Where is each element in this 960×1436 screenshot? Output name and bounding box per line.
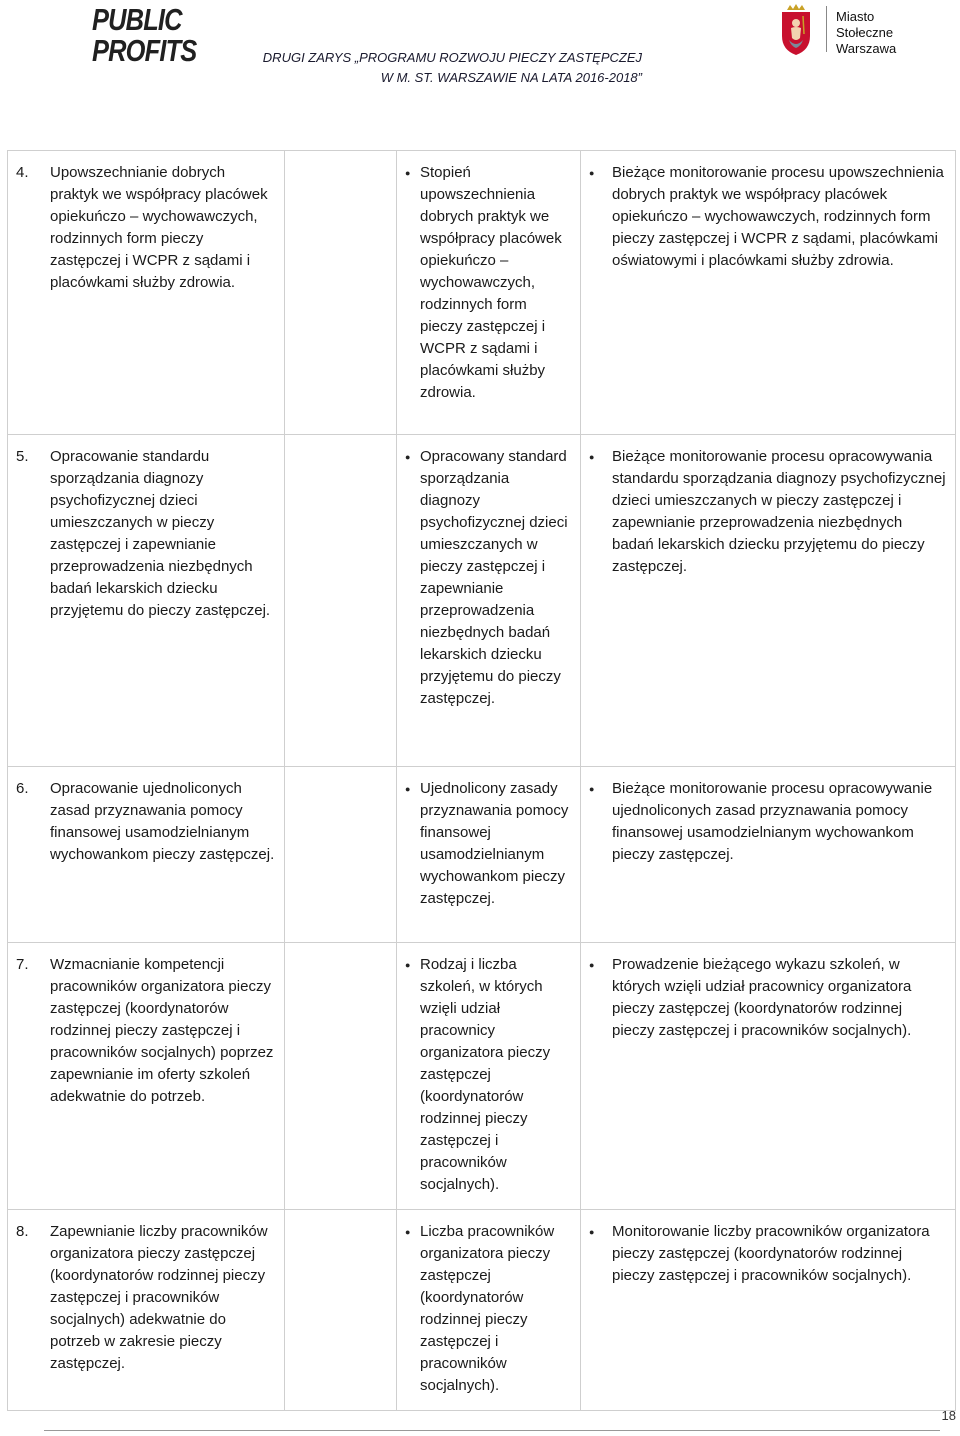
document-title-line-1: DRUGI ZARYS „PROGRAMU ROZWOJU PIECZY ZASTĘPCZEJ bbox=[262, 50, 642, 65]
document-title bbox=[263, 48, 642, 88]
task-number: 7. bbox=[16, 956, 29, 973]
program-table bbox=[7, 150, 956, 1411]
empty-cell bbox=[285, 943, 397, 1210]
task-cell bbox=[8, 943, 285, 1210]
warsaw-crest-icon bbox=[779, 4, 813, 56]
empty-cell bbox=[285, 767, 397, 943]
city-line-3: Warszawa bbox=[836, 41, 897, 56]
monitoring-item: ● Bieżące monitorowanie procesu opracowywanie ujednoliconych zasad przyznawania pomocy finansowej usamodzielnianym wychowankom pieczy zastępczej. bbox=[589, 778, 947, 866]
indicator-cell bbox=[397, 151, 581, 435]
logo-line-2: PROFITS bbox=[92, 33, 197, 68]
table-row bbox=[8, 1210, 956, 1411]
city-line-1: Miasto bbox=[836, 9, 875, 24]
indicator-cell bbox=[397, 767, 581, 943]
indicator-cell bbox=[397, 435, 581, 767]
monitoring-cell bbox=[581, 435, 956, 767]
city-line-2: Stołeczne bbox=[836, 25, 894, 40]
page-number: 18 bbox=[941, 1408, 956, 1423]
task-cell bbox=[8, 1210, 285, 1411]
indicator-item: ● Rodzaj i liczba szkoleń, w których wzięli udział pracownicy organizatora pieczy zastępczej (koordynatorów rodzinnej pieczy zastępczej i pracowników socjalnych). bbox=[405, 954, 572, 1196]
monitoring-item: ● Bieżące monitorowanie procesu upowszechnienia dobrych praktyk we współpracy placówek opiekuńczo – wychowawczych, rodzinnych form pieczy zastępczej i WCPR z sądami, placówkami oświatowymi i placówkami służby zdrowia. bbox=[589, 162, 947, 272]
page-header bbox=[0, 0, 960, 100]
document-title-line-2: W M. ST. WARSZAWIE NA LATA 2016-2018” bbox=[380, 70, 642, 85]
indicator-item: ● Opracowany standard sporządzania diagnozy psychofizycznej dzieci umieszczanych w pieczy zastępczej i zapewnianie przeprowadzenia niezbędnych badań lekarskich dziecku przyjętemu do pieczy zastępczej. bbox=[405, 446, 572, 710]
indicator-cell bbox=[397, 943, 581, 1210]
monitoring-cell bbox=[581, 151, 956, 435]
city-logo-text bbox=[836, 9, 896, 57]
task-cell bbox=[8, 151, 285, 435]
task-number: 5. bbox=[16, 448, 29, 465]
task-cell bbox=[8, 767, 285, 943]
table-row bbox=[8, 435, 956, 767]
monitoring-item: ● Prowadzenie bieżącego wykazu szkoleń, w których wzięli udział pracownicy organizatora pieczy zastępczej (koordynatorów rodzinnej pieczy zastępczej i pracowników socjalnych). bbox=[589, 954, 947, 1042]
monitoring-item: ● Bieżące monitorowanie procesu opracowywania standardu sporządzania diagnozy psychofizycznej dzieci umieszczanych w pieczy zastępczej i zapewnianie przeprowadzenia niezbędnych badań lekarskich dziecku przyjętemu do pieczy zastępczej. bbox=[589, 446, 947, 578]
task-text: Upowszechnianie dobrych praktyk we współpracy placówek opiekuńczo – wychowawczych, rodzinnych form pieczy zastępczej i WCPR z sądami i placówkami służby zdrowia. bbox=[50, 164, 268, 291]
task-text: Opracowanie ujednoliconych zasad przyznawania pomocy finansowej usamodzielnianym wychowankom pieczy zastępczej. bbox=[50, 780, 275, 863]
task-text: Opracowanie standardu sporządzania diagnozy psychofizycznej dzieci umieszczanych w pieczy zastępczej i zapewnianie przeprowadzenia niezbędnych badań lekarskich dziecku przyjętemu do pieczy zastępczej. bbox=[50, 448, 271, 619]
empty-cell bbox=[285, 151, 397, 435]
indicator-cell bbox=[397, 1210, 581, 1411]
table-row bbox=[8, 943, 956, 1210]
table-row bbox=[8, 151, 956, 435]
task-number: 4. bbox=[16, 164, 29, 181]
city-logo-divider bbox=[826, 6, 827, 52]
logo-line-1: PUBLIC bbox=[92, 2, 182, 37]
empty-cell bbox=[285, 1210, 397, 1411]
task-text: Zapewnianie liczby pracowników organizatora pieczy zastępczej (koordynatorów rodzinnej pieczy zastępczej i pracowników socjalnych) adekwatnie do potrzeb w zakresie pieczy zastępczej. bbox=[50, 1223, 268, 1372]
empty-cell bbox=[285, 435, 397, 767]
table-row bbox=[8, 767, 956, 943]
indicator-item: ● Liczba pracowników organizatora pieczy zastępczej (koordynatorów rodzinnej pieczy zastępczej i pracowników socjalnych). bbox=[405, 1221, 572, 1397]
task-number: 6. bbox=[16, 780, 29, 797]
indicator-item: ● Stopień upowszechnienia dobrych praktyk we współpracy placówek opiekuńczo – wychowawczych, rodzinnych form pieczy zastępczej i WCPR z sądami i placówkami służby zdrowia. bbox=[405, 162, 572, 404]
monitoring-cell bbox=[581, 1210, 956, 1411]
footer-rule bbox=[44, 1430, 940, 1431]
monitoring-item: ● Monitorowanie liczby pracowników organizatora pieczy zastępczej (koordynatorów rodzinnej pieczy zastępczej i pracowników socjalnych). bbox=[589, 1221, 947, 1287]
task-cell bbox=[8, 435, 285, 767]
task-text: Wzmacnianie kompetencji pracowników organizatora pieczy zastępczej (koordynatorów rodzinnej pieczy zastępczej i pracowników socjalnych) poprzez zapewnianie im oferty szkoleń adekwatnie do potrzeb. bbox=[50, 956, 274, 1105]
monitoring-cell bbox=[581, 943, 956, 1210]
indicator-item: ● Ujednolicony zasady przyznawania pomocy finansowej usamodzielnianym wychowankom pieczy zastępczej. bbox=[405, 778, 572, 910]
public-profits-logo bbox=[92, 2, 197, 68]
monitoring-cell bbox=[581, 767, 956, 943]
task-number: 8. bbox=[16, 1223, 29, 1240]
